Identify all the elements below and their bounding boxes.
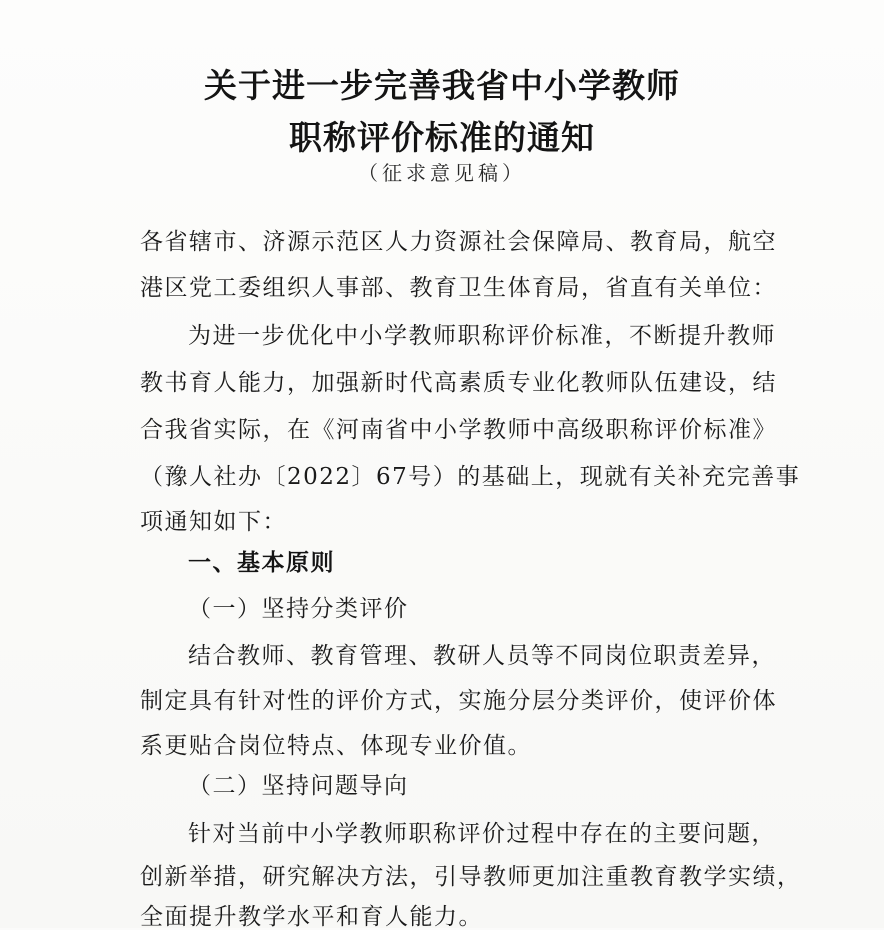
subsection-heading: （二）坚持问题导向 [188, 773, 409, 799]
section-heading: 一、基本原则 [188, 549, 335, 576]
subsection-heading: （一）坚持分类评价 [188, 596, 409, 622]
intro-line: 教书育人能力，加强新时代高素质专业化教师队伍建设，结 [140, 370, 777, 396]
intro-line: 为进一步优化中小学教师职称评价标准，不断提升教师 [188, 323, 776, 349]
intro-line: 合我省实际，在《河南省中小学教师中高级职称评价标准》 [140, 417, 777, 443]
intro-line: （豫人社办〔2022〕67号）的基础上，现就有关补充完善事 [140, 464, 801, 490]
body-line: 针对当前中小学教师职称评价过程中存在的主要问题， [188, 821, 776, 847]
document-subtitle: （征求意见稿） [358, 161, 526, 185]
body-line: 结合教师、教育管理、教研人员等不同岗位职责差异， [188, 643, 776, 669]
body-line: 全面提升教学水平和育人能力。 [140, 904, 483, 930]
body-line: 系更贴合岗位特点、体现专业价值。 [140, 733, 532, 759]
intro-line: 项通知如下： [140, 509, 287, 535]
document-title-line-2: 职称评价标准的通知 [289, 118, 595, 157]
document-title-line-1: 关于进一步完善我省中小学教师 [204, 66, 680, 105]
addressee-line: 港区党工委组织人事部、教育卫生体育局，省直有关单位： [140, 275, 777, 301]
body-line: 制定具有针对性的评价方式，实施分层分类评价，使评价体 [140, 688, 777, 714]
body-line: 创新举措，研究解决方法，引导教师更加注重教育教学实绩， [140, 864, 802, 890]
addressee-line: 各省辖市、济源示范区人力资源社会保障局、教育局，航空 [140, 229, 777, 255]
